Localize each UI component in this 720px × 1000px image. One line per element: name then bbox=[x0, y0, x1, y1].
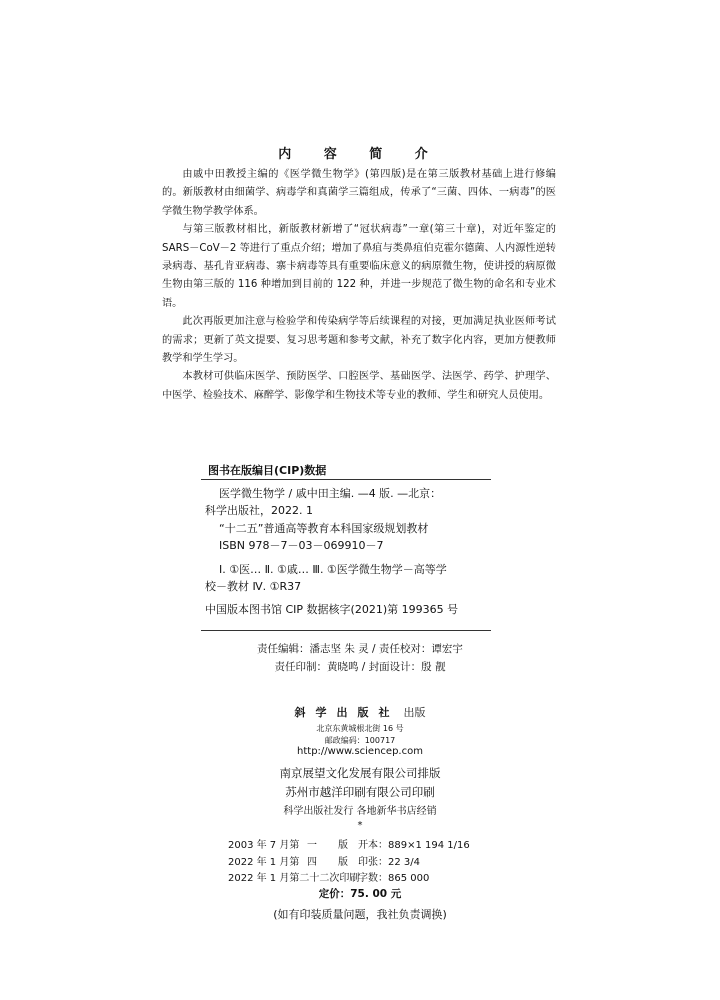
printer-line: 苏州市越洋印刷有限公司印刷 bbox=[285, 785, 435, 799]
cip-record bbox=[205, 485, 525, 619]
print-row bbox=[228, 855, 470, 872]
publisher-line bbox=[0, 701, 720, 720]
print-row-date: 2003 年 7 月第 bbox=[228, 840, 300, 851]
cip-line-classification-2: 校－教材 Ⅳ. ①R37 bbox=[205, 580, 302, 594]
cip-line-series: “十二五”普通高等教育本科国家级规划教材 bbox=[219, 521, 429, 535]
cip-line-classification-1: Ⅰ. ①医… Ⅱ. ①戚… Ⅲ. ①医学微生物学－高等学 bbox=[219, 562, 447, 576]
summary-paragraph-3: 此次再版更加注意与检验学和传染病学等后续课程的对接，更加满足执业医师考试的需求；更新了英文提要、复习思考题和参考文献，补充了数字化内容，更加方便教师教学和学生学习。 bbox=[162, 316, 556, 365]
publisher-address: 北京东黄城根北街 16 号 bbox=[316, 724, 404, 733]
print-row-unit: 版 bbox=[338, 856, 348, 868]
print-row-edition: 四 bbox=[307, 856, 317, 868]
price-line: 定价：75. 00 元 bbox=[318, 888, 402, 900]
print-row bbox=[228, 838, 470, 855]
summary-paragraph-2: 与第三版教材相比，新版教材新增了“冠状病毒”一章(第三十章)，对近年鉴定的 SARS－CoV－2 等进行了重点介绍；增加了鼻疽与类鼻疽伯克霍尔德菌、人内源性逆转录病毒、基孔肯亚病毒、寨卡病毒等具有重要临床意义的病原微生物，使讲授的病原微生物由第三版的 116 种增加到目前的 122 种，并进一步规范了微生物的命名和专业术语。 bbox=[162, 224, 556, 309]
print-row-date: 2022 年 1 月第二十二次印刷 bbox=[228, 873, 360, 884]
publisher-website: http://www.sciencep.com bbox=[297, 746, 423, 757]
credits-block bbox=[0, 640, 720, 676]
cip-line-record-number: 中国版本图书馆 CIP 数据核字(2021)第 199365 号 bbox=[205, 603, 459, 617]
typesetter-line: 南京展望文化发展有限公司排版 bbox=[279, 766, 441, 780]
cip-line-title: 医学微生物学 / 戚中田主编. —4 版. —北京： bbox=[219, 487, 442, 500]
publisher-logo-text: 斜学出版社 bbox=[294, 706, 400, 719]
publisher-postcode: 邮政编码：100717 bbox=[324, 736, 396, 745]
print-row-unit: 版 bbox=[338, 840, 348, 851]
quality-note: (如有印装质量问题，我社负责调换) bbox=[273, 908, 447, 921]
distribution-line: 科学出版社发行 各地新华书店经销 bbox=[283, 806, 437, 817]
print-row-spec: 开本：889×1 194 1/16 bbox=[358, 840, 470, 851]
cip-bottom-divider bbox=[201, 630, 491, 631]
cip-heading: 图书在版编目(CIP)数据 bbox=[208, 464, 327, 477]
print-row-edition: 一 bbox=[307, 840, 317, 851]
credits-editors: 责任编辑：潘志坚 朱 灵 / 责任校对：谭宏宇 bbox=[257, 643, 463, 655]
print-row-spec: 字数：865 000 bbox=[358, 873, 430, 884]
publisher-suffix: 出版 bbox=[403, 706, 426, 719]
cip-top-divider bbox=[201, 479, 491, 480]
summary-body bbox=[162, 166, 556, 405]
cip-line-isbn: ISBN 978－7－03－069910－7 bbox=[219, 539, 384, 553]
print-info-table bbox=[228, 838, 470, 888]
summary-title: 内 容 简 介 bbox=[278, 147, 442, 162]
credits-production: 责任印制：黄晓鸣 / 封面设计：殷 靓 bbox=[274, 661, 446, 673]
summary-paragraph-1: 由戚中田教授主编的《医学微生物学》(第四版)是在第三版教材基础上进行修编的。新版教材由细菌学、病毒学和真菌学三篇组成，传承了“三菌、四体、一病毒”的医学微生物学教学体系。 bbox=[162, 169, 556, 217]
cip-line-publisher: 科学出版社，2022. 1 bbox=[205, 504, 313, 518]
print-row-spec: 印张：22 3/4 bbox=[358, 856, 420, 868]
summary-paragraph-4: 本教材可供临床医学、预防医学、口腔医学、基础医学、法医学、药学、护理学、中医学、检验技术、麻醉学、影像学和生物技术等专业的教师、学生和研究人员使用。 bbox=[162, 371, 556, 401]
print-row-date: 2022 年 1 月第 bbox=[228, 856, 300, 868]
separator-star: * bbox=[357, 820, 363, 831]
